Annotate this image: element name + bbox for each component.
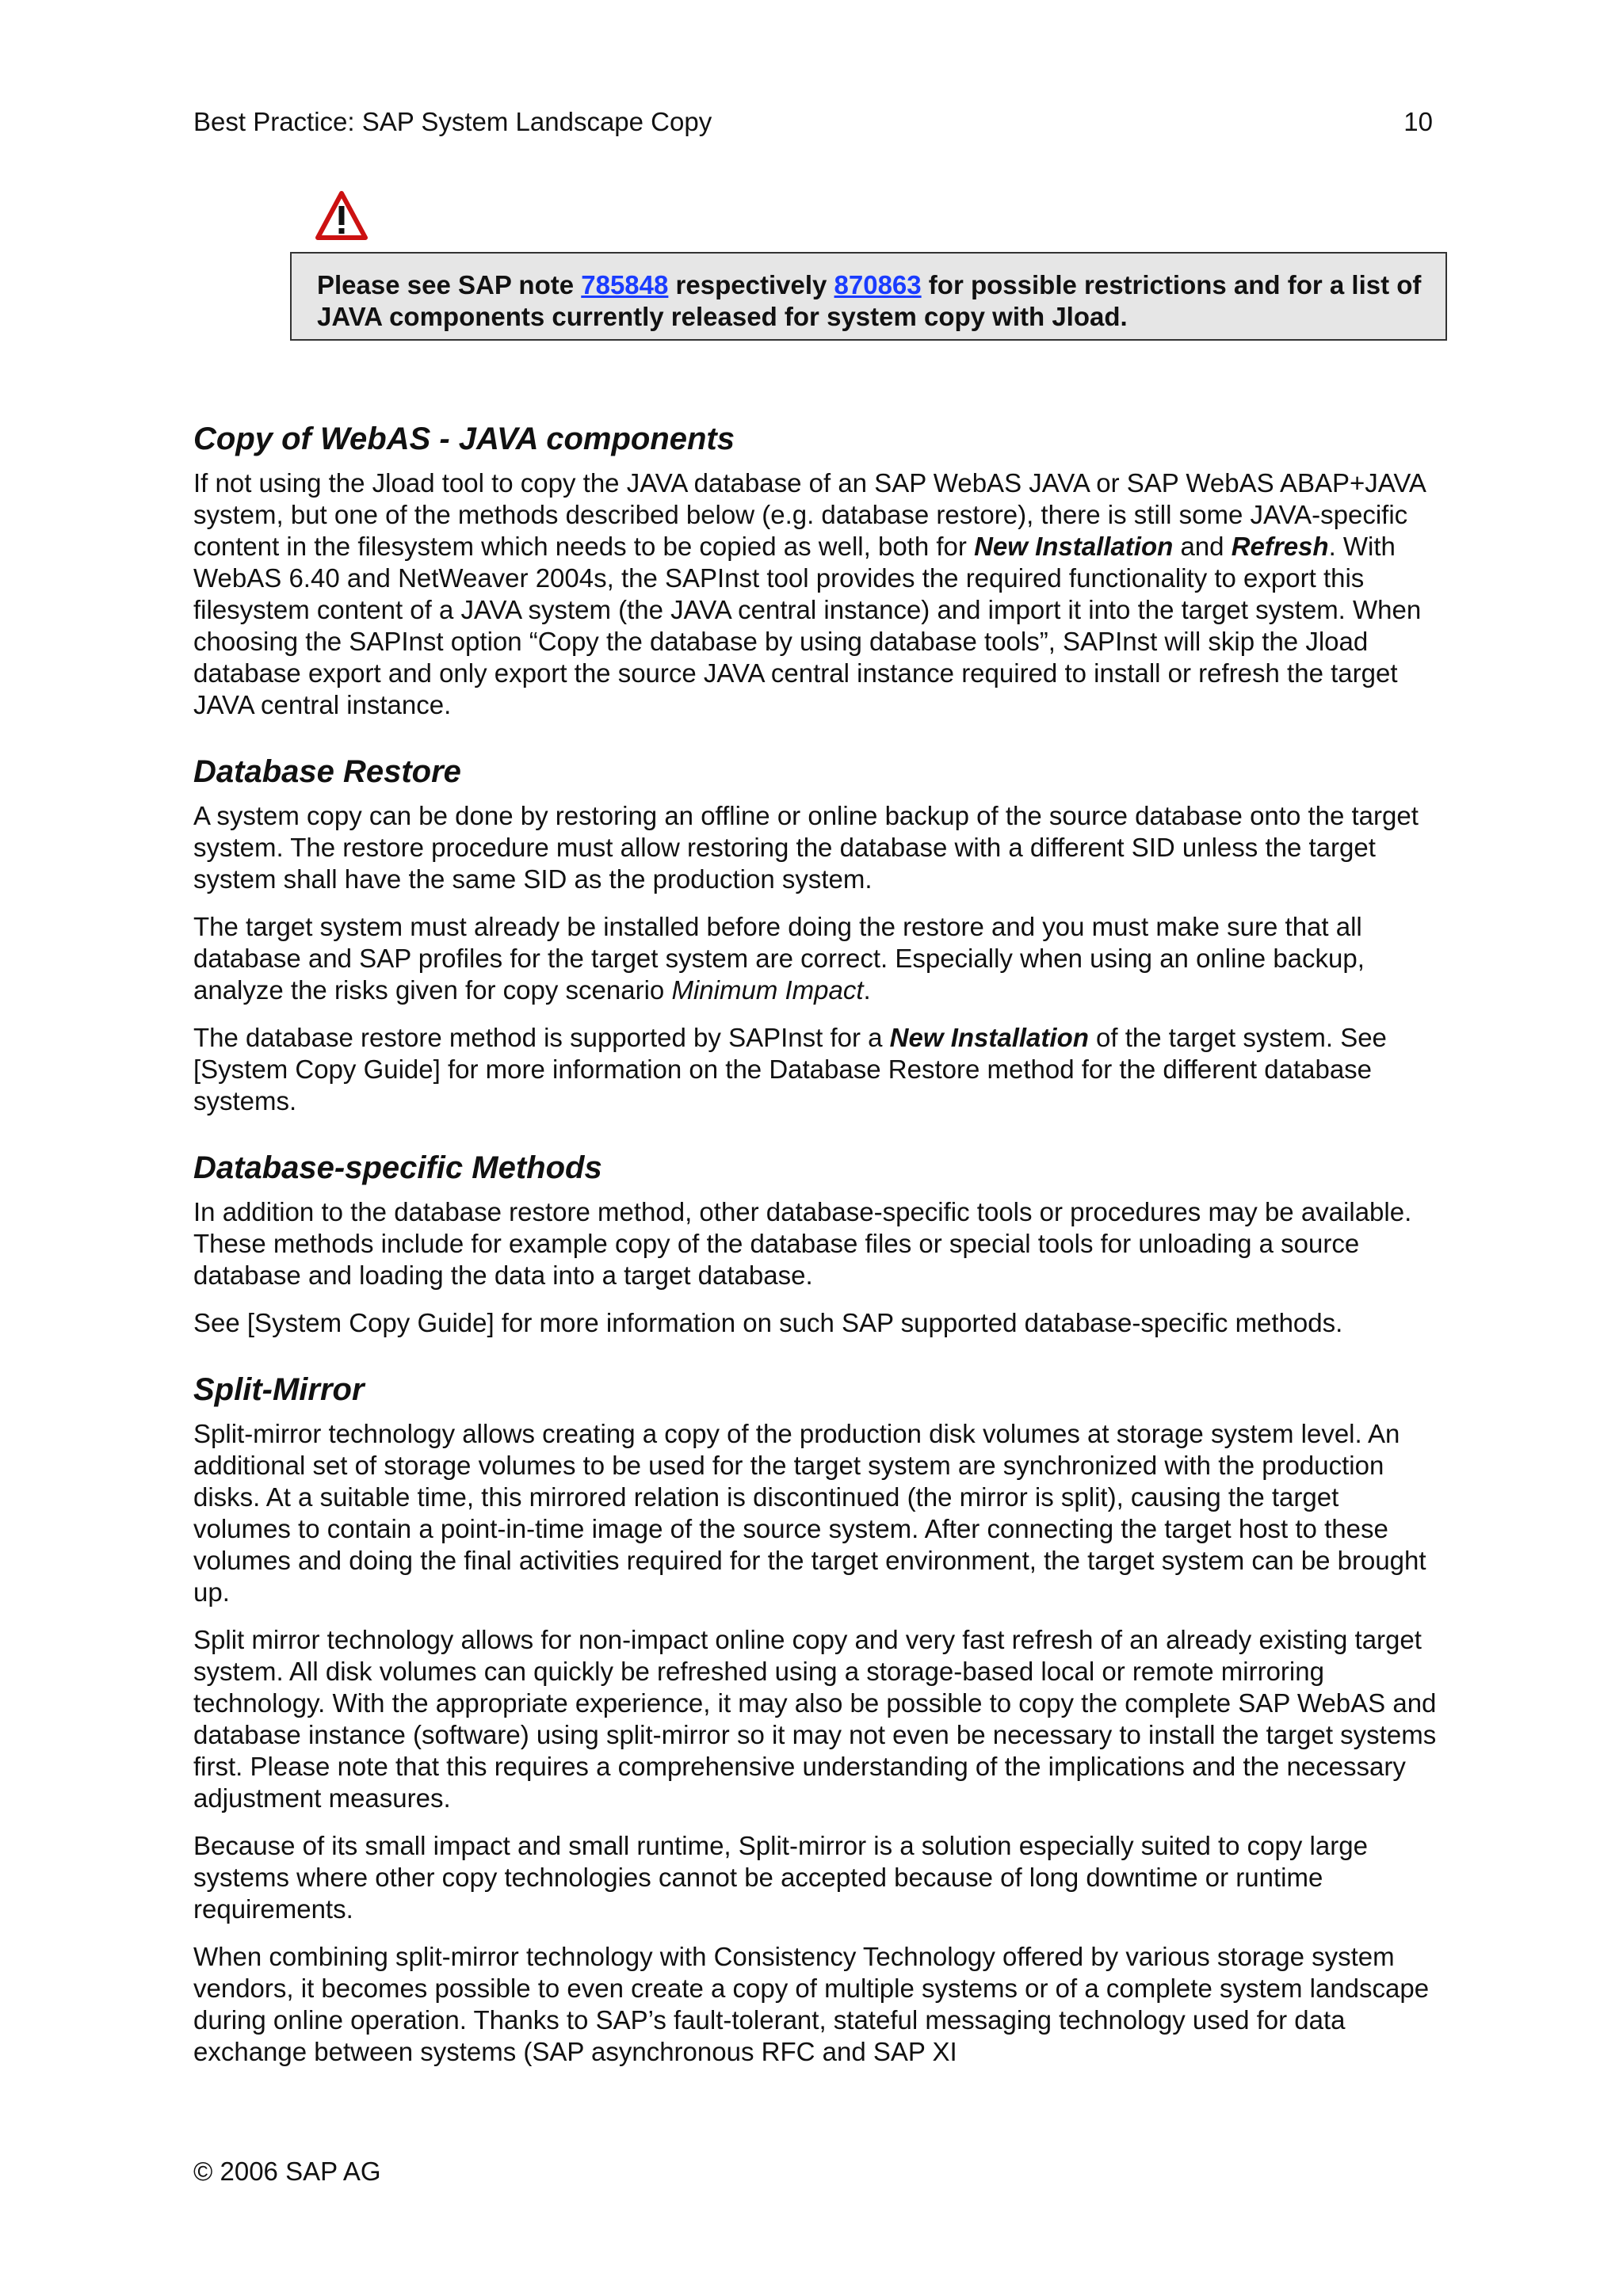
note-text: for possible restrictions and for a list of JAVA components currently released for system copy with Jload. — [317, 270, 1422, 331]
paragraph: Split mirror technology allows for non-impact online copy and very fast refresh of an already existing target system. All disk volumes can quickly be refreshed using a storage-based local or remote mirroring technology. With the appropriate experience, it may also be possible to copy the complete SAP WebAS and database instance (software) using split-mirror so it may not even be necessary to install the target systems first. Please note that this requires a comprehensive understanding of the implications and the necessary adjustment measures. — [193, 1625, 1437, 1813]
paragraph: When combining split-mirror technology with Consistency Technology offered by various storage system vendors, it becomes possible to even create a copy of multiple systems or of a complete system landscape during online operation. Thanks to SAP’s fault-tolerant, stateful messaging technology used for data exchange between systems (SAP asynchronous RFC and SAP XI — [193, 1942, 1430, 2066]
section-heading: Database Restore — [193, 754, 461, 789]
paragraph: The target system must already be installed before doing the restore and you must make sure that all database and SAP profiles for the target system are correct. Especially when using an online backup, analyze the risks given for copy scenario Minimum Impact. — [193, 912, 1365, 1005]
section-java-components — [193, 420, 1438, 721]
sap-note-785848-link[interactable]: 785848 — [581, 270, 669, 299]
paragraph: See [System Copy Guide] for more information on such SAP supported database-specific methods. — [193, 1308, 1343, 1337]
section-split-mirror — [193, 1371, 1438, 2068]
page-header — [193, 105, 1433, 139]
paragraph: The database restore method is supported by SAPInst for a New Installation of the target system. See [System Copy Guide] for more information on the Database Restore method for the different database systems. — [193, 1023, 1387, 1116]
section-database-restore — [193, 753, 1438, 1117]
paragraph: A system copy can be done by restoring an offline or online backup of the source database onto the target system. The restore procedure must allow restoring the database with a different SID unless the target system shall have the same SID as the production system. — [193, 801, 1419, 894]
paragraph: Split-mirror technology allows creating a copy of the production disk volumes at storage system level. An additional set of storage volumes to be used for the target system are synchronized with the production disks. At a suitable time, this mirrored relation is discontinued (the mirror is split), causing the target volumes to contain a point-in-time image of the source system. After connecting the target host to these volumes and doing the final activities required for the target environment, the target system can be brought up. — [193, 1419, 1426, 1607]
section-heading: Copy of WebAS - JAVA components — [193, 421, 735, 456]
note-text: respectively — [668, 270, 834, 299]
section-database-specific-methods — [193, 1149, 1438, 1339]
sap-note-870863-link[interactable]: 870863 — [834, 270, 922, 299]
section-heading: Split-Mirror — [193, 1372, 365, 1407]
warning-triangle-icon — [315, 190, 368, 242]
note-text: Please see SAP note — [317, 270, 582, 299]
paragraph: In addition to the database restore method, other database-specific tools or procedures may be available. These methods include for example copy of the database files or special tools for unloading a source database and loading the data into a target database. — [193, 1197, 1412, 1290]
paragraph: If not using the Jload tool to copy the JAVA database of an SAP WebAS JAVA or SAP WebAS ABAP+JAVA system, but one of the methods described below (e.g. database restore), there is still some JAVA-specific content in the filesystem which needs to be copied as well, both for New Installation and Refresh. With WebAS 6.40 and NetWeaver 2004s, the SAPInst tool provides the required functionality to export this filesystem content of a JAVA system (the JAVA central instance) and import it into the target system. When choosing the SAPInst option “Copy the database by using database tools”, SAPInst will skip the Jload database export and only export the source JAVA central instance required to install or refresh the target JAVA central instance. — [193, 468, 1426, 719]
restrictions-note-box — [290, 252, 1447, 341]
section-heading: Database-specific Methods — [193, 1150, 602, 1185]
document-title: Best Practice: SAP System Landscape Copy — [193, 107, 712, 136]
paragraph: Because of its small impact and small runtime, Split-mirror is a solution especially suited to copy large systems where other copy technologies cannot be accepted because of long downtime or runtime requirements. — [193, 1831, 1368, 1924]
page-number: 10 — [1403, 107, 1433, 136]
page-footer-copyright: © 2006 SAP AG — [193, 2157, 381, 2186]
main-content — [193, 420, 1438, 2100]
